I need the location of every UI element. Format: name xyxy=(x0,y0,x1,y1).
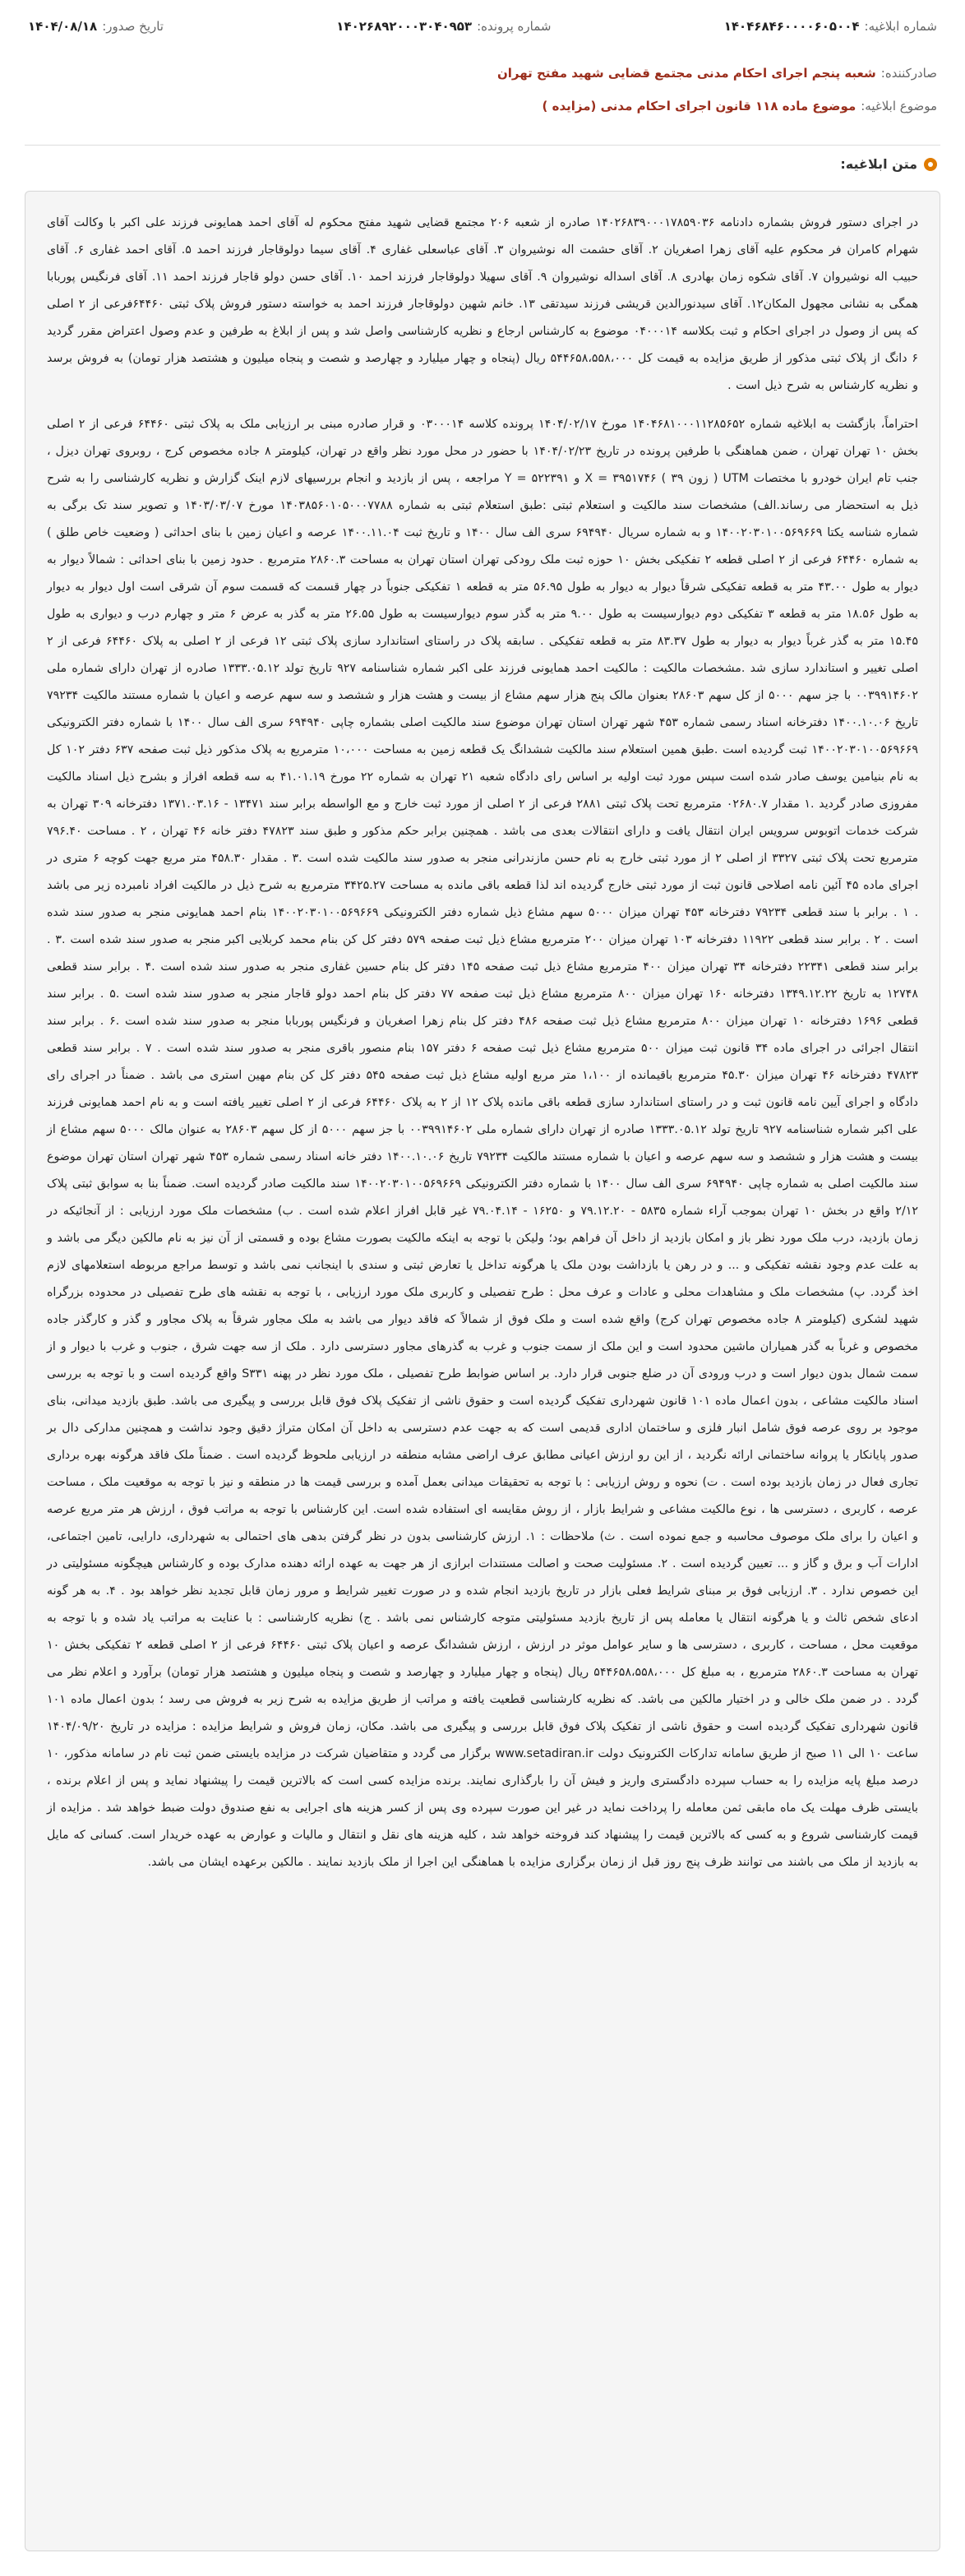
issue-date-value: ۱۴۰۴/۰۸/۱۸ xyxy=(28,19,98,34)
issuer-label: صادرکننده: xyxy=(880,66,937,81)
notice-number xyxy=(724,19,937,34)
subject-row xyxy=(28,92,937,120)
subject-label: موضوع ابلاغیه: xyxy=(861,99,937,113)
notice-text-box xyxy=(25,191,940,2551)
issue-date-label: تاریخ صدور: xyxy=(102,19,164,34)
file-number-label: شماره پرونده: xyxy=(477,19,552,34)
file-number xyxy=(336,19,551,34)
file-number-value: ۱۴۰۲۶۸۹۲۰۰۰۳۰۴۰۹۵۳ xyxy=(336,19,473,34)
issuer-value: شعبه پنجم اجرای احکام مدنی مجتمع قضایی شهید مفتح تهران xyxy=(496,66,876,81)
notice-paragraph-2: احتراماً، بازگشت به ابلاغیه شماره ۱۴۰۴۶۸۱۰۰۰۱۱۲۸۵۶۵۲ مورخ ۱۴۰۴/۰۲/۱۷ پرونده کلاسه ۰۳۰۰۰۱۴ و قرار صادره مبنی بر ارزیابی ملک به پلاک ثبتی ۶۴۴۶۰ فرعی از ۲ اصلی بخش ۱۰ تهران تهران ، ضمن هماهنگی با طرفین پرونده در تاریخ ۱۴۰۴/۰۲/۲۳ با حضور در محل مورد نظر واقع در تهران، کیلومتر ۸ جاده مخصوص کرج ، روبروی تهران دیزل ، جنب تام ایران خودرو با مختصات UTM ( زون ۳۹ ) ۳۹۵۱۷۴۶ = X و ۵۲۲۳۹۱ = Y مراجعه ، پس از بازدید و انجام بررسیهای لازم اینک گزارش و نظریه کارشناسی را به شرح ذیل به استحضار می رساند.الف) مشخصات سند مالکیت و استعلام ثبتی :طبق استعلام ثبتی به شماره ۱۴۰۳۸۵۶۰۱۰۵۰۰۰۷۷۸۸ مورخ ۱۴۰۳/۰۳/۰۷ و تصویر سند تک برگی به شماره شناسه یکتا ۱۴۰۰۲۰۳۰۱۰۰۵۶۹۶۶۹ و به شماره سریال ۶۹۴۹۴۰ سری الف سال ۱۴۰۰ و تاریخ ثبت ۱۴۰۰.۱۱.۰۴ عرصه و اعیان زمین با بنای احداثی ( وضعیت خاص طلق ) به شماره ۶۴۴۶۰ فرعی از ۲ اصلی قطعه ۲ تفکیکی بخش ۱۰ حوزه ثبت ملک رودکی تهران استان تهران به مساحت ۲۸۶۰.۳ مترمربع . حدود زمین با بنای احداثی : شمالاً دیوار به دیوار به طول ۴۳.۰۰ متر به قطعه تفکیکی شرقاً دیوار به دیوار به طول ۵۶.۹۵ متر به قطعه ۱ تفکیکی جنوباً در چهار قسمت که قسمت سوم آن شرقی است اول دیوار به دیوار به طول ۱۸.۵۶ متر به قطعه ۳ تفکیکی دوم دیوارسیست به طول ۹.۰۰ متر به گذر سوم دیوارسیست به طول ۲۶.۵۵ متر به گذر به عرض ۶ متر و چهارم درب و دیواری به طول ۱۵.۴۵ متر به گذر غرباً دیوار به دیوار به طول ۸۳.۳۷ متر به قطعه تفکیکی . سابقه پلاک در راستای استاندارد سازی پلاک ثبتی ۱۲ فرعی از ۲ اصلی به پلاک ۶۴۴۶۰ فرعی از ۲ اصلی تغییر و استاندارد سازی شد .مشخصات مالکیت : مالکیت احمد همایونی فرزند علی اکبر شماره شناسنامه ۹۲۷ تاریخ تولد ۱۳۳۳.۰۵.۱۲ صادره از تهران دارای شماره ملی ۰۰۳۹۹۱۴۶۰۲ با جز سهم ۵۰۰۰ از کل سهم ۲۸۶۰۳ بعنوان مالک پنج هزار سهم مشاع از بیست و هشت هزار و ششصد و سه سهم عرصه و اعیان با شماره مستند مالکیت ۷۹۲۳۴ تاریخ ۱۴۰۰.۱۰.۰۶ دفترخانه اسناد رسمی شماره ۴۵۳ شهر تهران استان تهران موضوع سند مالکیت اصلی بشماره چاپی ۶۹۴۹۴۰ سری الف سال ۱۴۰۰ با شماره دفتر الکترونیکی ۱۴۰۰۲۰۳۰۱۰۰۵۶۹۶۶۹ ثبت گردیده است .طبق همین استعلام سند مالکیت ششدانگ یک قطعه زمین به مساحت ۱۰،۰۰۰ مترمربع به پلاک مذکور ذیل ثبت صفحه ۶۳۷ دفتر ۱۰۲ کل به نام بنیامین یوسف صادر شده است سپس مورد ثبت اولیه بر اساس رای دادگاه شعبه ۲۱ تهران به شماره ۲۲ مورخ ۴۱.۰۱.۱۹ به سه قطعه افراز و بشرح ذیل اسناد مالکیت مفروزی صادر گردید .۱ مقدار ۰۲۶۸۰.۷ مترمربع تحت پلاک ثبتی ۲۸۸۱ فرعی از ۲ اصلی از مورد ثبت خارج و مع الواسطه برابر سند ۱۳۴۷۱ - ۱۳۷۱.۰۳.۱۶ دفترخانه ۳۰۹ تهران به شرکت خدمات اتوبوس سرویس ایران انتقال یافت و دارای انتقالات بعدی می باشد . همچنین برابر حکم مذکور و طبق سند ۴۷۸۲۳ دفتر خانه ۴۶ تهران ، ۲ . مساحت ۷۹۶.۴۰ مترمربع تحت پلاک ثبتی ۳۳۲۷ از اصلی ۲ از مورد ثبتی خارج به نام حسن مازندرانی منجر به صدور سند مالکیت شده است .۳ . مقدار ۴۵۸.۳۰ متر مربع جهت کوچه ۶ متری در اجرای ماده ۴۵ آئین نامه اصلاحی قانون ثبت از مورد ثبتی خارج گردیده اند لذا قطعه باقی مانده به مساحت ۳۴۲۵.۲۷ مترمربع به شرح ذیل در مالکیت افراد نامبرده زیر می باشد . ۱ . برابر با سند قطعی ۷۹۲۳۴ دفترخانه ۴۵۳ تهران میزان ۵۰۰۰ سهم مشاع ذیل شماره دفتر الکترونیکی ۱۴۰۰۲۰۳۰۱۰۰۵۶۹۶۶۹ بنام احمد همایونی منجر به صدور سند شده است . ۲ . برابر سند قطعی ۱۱۹۲۲ دفترخانه ۱۰۳ تهران میزان ۲۰۰ مترمربع مشاع ذیل ثبت صفحه ۵۷۹ دفتر کل کن بنام محمد کربلایی اکبر منجر به صدور سند شده است .۳ . برابر سند قطعی ۲۲۳۴۱ دفترخانه ۳۴ تهران میزان ۴۰۰ مترمربع مشاع ذیل ثبت صفحه ۱۴۵ دفتر کل بنام حسین غفاری منجر به صدور سند شده است .۴ . برابر سند قطعی ۱۲۷۴۸ به تاریخ ۱۳۴۹.۱۲.۲۲ دفترخانه ۱۶۰ تهران میزان ۸۰۰ مترمربع مشاع ذیل ثبت صفحه ۷۷ دفتر کل بنام احمد دولو قاجار منجر به صدور سند شده است .۵ . برابر سند قطعی ۱۶۹۶ دفترخانه ۱۰ تهران میزان ۸۰۰ مترمربع مشاع ذیل ثبت صفحه ۴۸۶ دفتر کل بنام زهرا اصغریان و فرنگیس پوربابا منجر به صدور سند شده است .۶ . برابر سند انتقال اجرائی در اجرای ماده ۳۴ قانون ثبت میزان ۵۰۰ مترمربع مشاع ذیل ثبت صفحه ۶ دفتر ۱۵۷ بنام منصور باقری منجر به صدور سند شده است . ۷ . برابر سند قطعی ۴۷۸۲۳ دفترخانه ۴۶ تهران میزان ۴۵.۳۰ مترمربع باقیمانده از ۱،۱۰۰ متر مربع اولیه مشاع ذیل ثبت صفحه ۵۴۵ دفتر کل کن بنام مهین استری می باشد . ضمناً در اجرای رای دادگاه و اجرای آیین نامه قانون ثبت و در راستای استاندارد سازی قطعه باقی مانده پلاک ۱۲ از ۲ به پلاک ۶۴۴۶۰ فرعی از ۲ اصلی تغییر یافته است و به نام احمد همایونی فرزند علی اکبر شماره شناسنامه ۹۲۷ تاریخ تولد ۱۳۳۳.۰۵.۱۲ صادره از تهران دارای شماره ملی ۰۰۳۹۹۱۴۶۰۲ با جز سهم ۵۰۰۰ از کل سهم ۲۸۶۰۳ به عنوان مالک ۵۰۰۰ سهم مشاع از بیست و هشت هزار و ششصد و سه سهم عرصه و اعیان با شماره مستند مالکیت ۷۹۲۳۴ تاریخ ۱۴۰۰.۱۰.۰۶ دفتر خانه اسناد رسمی شماره ۴۵۳ شهر تهران استان تهران موضوع سند مالکیت اصلی به شماره چاپی ۶۹۴۹۴۰ سری الف سال ۱۴۰۰ با شماره دفتر الکترونیکی ۱۴۰۰۲۰۳۰۱۰۰۵۶۹۶۶۹ سند مالکیت صادر گردیده است. ضمناً بنا به سوابق ثبتی پلاک ۲/۱۲ واقع در بخش ۱۰ تهران بموجب آراء شماره ۵۸۳۵ - ۷۹.۱۲.۲۰ و ۱۶۲۵۰ - ۷۹.۰۴.۱۴ غیر قابل افراز اعلام شده است . ب) مشخصات ملک مورد ارزیابی : از آنجائیکه در زمان بازدید، درب ملک مورد نظر باز و امکان بازدید از داخل آن فراهم بود؛ ولیکن با توجه به اینکه مالکیت بصورت مشاع بوده و قسمتی از آن نیز به نام مالکین دیگر می باشد و به علت عدم وجود نقشه تفکیکی و ... و در رهن یا بازداشت بودن ملک یا هرگونه تداخل یا تعارض ثبتی و سندی با اینجانب نمی باشد و توسط مراجع مربوطه استعلامهای لازم اخذ گردد. پ) مشخصات ملک و مشاهدات محلی و عادات و عرف محل : طرح تفصیلی و کاربری ملک مورد ارزیابی ، با توجه به نقشه های طرح تفصیلی در محدوده بزرگراه شهید لشکری (کیلومتر ۸ جاده مخصوص تهران کرج) واقع شده است و ملک فوق از شمالاً که فاقد دیوار می باشد به ملک مجاور شرقاً به پلاک مجاور و گذر و کارگذر جاده مخصوص و غرباً به گذر همیاران ماشین محدود است و این ملک از سمت جنوب و غرب به گذرهای مجاور دسترسی دارد . ملک از سه جهت شرق ، جنوب و غرب با دیوار و از سمت شمال بدون دیوار است و درب ورودی آن در ضلع جنوبی قرار دارد. بر اساس ضوابط طرح تفصیلی ، ملک مورد نظر در پهنه S۳۳۱ واقع گردیده است و با توجه به بررسی اسناد مالکیت مشاعی ، بدون اعمال ماده ۱۰۱ قانون شهرداری تفکیک گردیده است و حقوق ناشی از تفکیک پلاک فوق قابل بررسی و پیگیری می باشد. طبق بازدید میدانی، بنای موجود بر روی عرصه فوق شامل انبار فلزی و ساختمان اداری قدیمی است که به جهت عدم دسترسی به داخل آن امکان متراژ دقیق وجود نداشت و همچنین مدارکی دال بر صدور پایانکار یا پروانه ساختمانی ارائه نگردید ، از این رو ارزش اعیانی مطابق عرف اراضی مشابه منطقه در ارزیابی ملحوظ گردیده است . ضمناً ملک فاقد هرگونه بهره برداری تجاری فعال در زمان بازدید بوده است . ت) نحوه و روش ارزیابی : با توجه به تحقیقات میدانی بعمل آمده و بررسی قیمت ها در منطقه و نیز با توجه به موقعیت ملک ، مساحت عرصه ، کاربری ، دسترسی ها ، نوع مالکیت مشاعی و شرایط بازار ، از روش مقایسه ای استفاده شده است. این کارشناس با توجه به مراتب فوق ، ارزش هر متر مربع عرصه و اعیان را برای ملک موصوف محاسبه و جمع نموده است . ث) ملاحظات : ۱. ارزش کارشناسی بدون در نظر گرفتن بدهی های احتمالی به شهرداری، دارایی، تامین اجتماعی، ادارات آب و برق و گاز و ... تعیین گردیده است . ۲. مسئولیت صحت و اصالت مستندات ابرازی از هر جهت به عهده ارائه دهنده مدارک بوده و کارشناس هیچگونه مسئولیتی در این خصوص ندارد . ۳. ارزیابی فوق بر مبنای شرایط فعلی بازار در تاریخ بازدید انجام شده و در صورت تغییر شرایط و مرور زمان قابل تجدید نظر خواهد بود . ۴. به هر گونه ادعای شخص ثالث و یا هرگونه انتقال یا معامله پس از تاریخ بازدید مسئولیتی متوجه کارشناس نمی باشد . ج) نظریه کارشناسی : با عنایت به مراتب یاد شده و با توجه به موقعیت محل ، مساحت ، کاربری ، دسترسی ها و سایر عوامل موثر در ارزش ، ارزش ششدانگ عرصه و اعیان پلاک ثبتی ۶۴۴۶۰ فرعی از ۲ اصلی قطعه ۲ تفکیکی بخش ۱۰ تهران به مساحت ۲۸۶۰.۳ مترمربع ، به مبلغ کل ۵۴۴۶۵۸،۵۵۸،۰۰۰ ریال (پنجاه و چهار میلیارد و چهارصد و شصت و پنجاه میلیون و هشتصد هزار تومان) برآورد و اعلام نظر می گردد . در ضمن ملک خالی و در اختیار مالکین می باشد. که نظریه کارشناسی قطعیت یافته و مراتب از طریق مزایده به شرح زیر به فروش می رسد ؛ بدون اعمال ماده ۱۰۱ قانون شهرداری تفکیک گردیده است و حقوق ناشی از تفکیک پلاک فوق قابل بررسی و پیگیری می باشد. مکان، زمان فروش و شرایط مزایده : مزایده در تاریخ ۱۴۰۴/۰۹/۲۰ ساعت ۱۰ الی ۱۱ صبح از طریق سامانه تدارکات الکترونیک دولت www.setadiran.ir برگزار می گردد و متقاضیان شرکت در مزایده بایستی ضمن ثبت نام در سامانه مذکور، ۱۰ درصد مبلغ پایه مزایده را به حساب سپرده دادگستری واریز و فیش آن را بارگذاری نمایند. برنده مزایده کسی است که بالاترین قیمت را پیشنهاد نماید و پس از اعلام برنده ، بایستی ظرف مهلت یک ماه مابقی ثمن معامله را پرداخت نماید در غیر این صورت سپرده وی پس از کسر هزینه های اجرایی به نفع صندوق دولت ضبط خواهد شد . مزایده از قیمت کارشناسی شروع و به کسی که بالاترین قیمت را پیشنهاد کند فروخته خواهد شد ، کلیه هزینه های نقل و انتقال و مالیات و عوارض به عهده خریدار است. کسانی که مایل به بازدید از ملک می باشند می توانند ظرف پنج روز قبل از زمان برگزاری مزایده با هماهنگی این اجرا از ملک بازدید نمایند . مالکین برعهده ایشان می باشد. xyxy=(47,418,919,1869)
notice-number-value: ۱۴۰۴۶۸۴۶۰۰۰۰۶۰۵۰۰۴ xyxy=(723,19,860,34)
notice-number-label: شماره ابلاغیه: xyxy=(864,19,937,34)
notice-meta-row xyxy=(28,15,937,38)
bullet-icon xyxy=(924,158,937,171)
notice-header xyxy=(0,0,965,120)
issuer-row xyxy=(28,59,937,87)
notice-text-heading-label: متن ابلاغیه: xyxy=(840,156,917,172)
notice-text-heading xyxy=(840,156,937,172)
notice-paragraph-1: در اجرای دستور فروش بشماره دادنامه ۱۴۰۲۶۸۳۹۰۰۰۱۷۸۵۹۰۳۶ صادره از شعبه ۲۰۶ مجتمع قضایی شهید مفتح محکوم له آقای احمد همایونی فرزند علی اکبر با وکالت آقای شهرام کامران فر محکوم علیه آقای زهرا اصغریان ۲. آقای حشمت اله نوشیروان ۳. آقای عباسعلی غفاری ۴. آقای سیما دولوقاجار فرزند احمد ۵. آقای احمد غفاری ۶. آقای حبیب اله نوشیروان ۷. آقای شکوه زمان بهادری ۸. آقای اسداله نوشیروان ۹. آقای سهیلا دولوقاجار فرزند احمد ۱۰. آقای حسن دولو قاجار فرزند احمد ۱۱. آقای فرنگیس پوربابا همگی به نشانی مجهول المکان۱۲. آقای سیدنورالدین قریشی فرزند سیدتقی ۱۳. خانم شهین دولوقاجار فرزند احمد به خواسته دستور فروش پلاک ثبتی ۶۴۴۶۰فرعی از ۲ اصلی که پس از وصول در اجرای احکام و ثبت بکلاسه ۰۴۰۰۰۱۴ موضوع به کارشناس ارجاع و نظریه کارشناسی واصل شد و پس از ابلاغ به طرفین و عدم وصول اعتراض مقرر گردید ۶ دانگ از پلاک ثبتی مذکور از طریق مزایده به قیمت کل ۵۴۴۶۵۸،۵۵۸،۰۰۰ ریال (پنجاه و چهار میلیارد و چهارصد و شصت و پنجاه میلیون و هشتصد هزار تومان) به فروش برسد و نظریه کارشناس به شرح ذیل است . xyxy=(47,216,919,392)
subject-value: موضوع ماده ۱۱۸ قانون اجرای احکام مدنی (مزایده ) xyxy=(542,99,856,113)
header-divider xyxy=(25,145,940,146)
issue-date xyxy=(28,19,164,34)
